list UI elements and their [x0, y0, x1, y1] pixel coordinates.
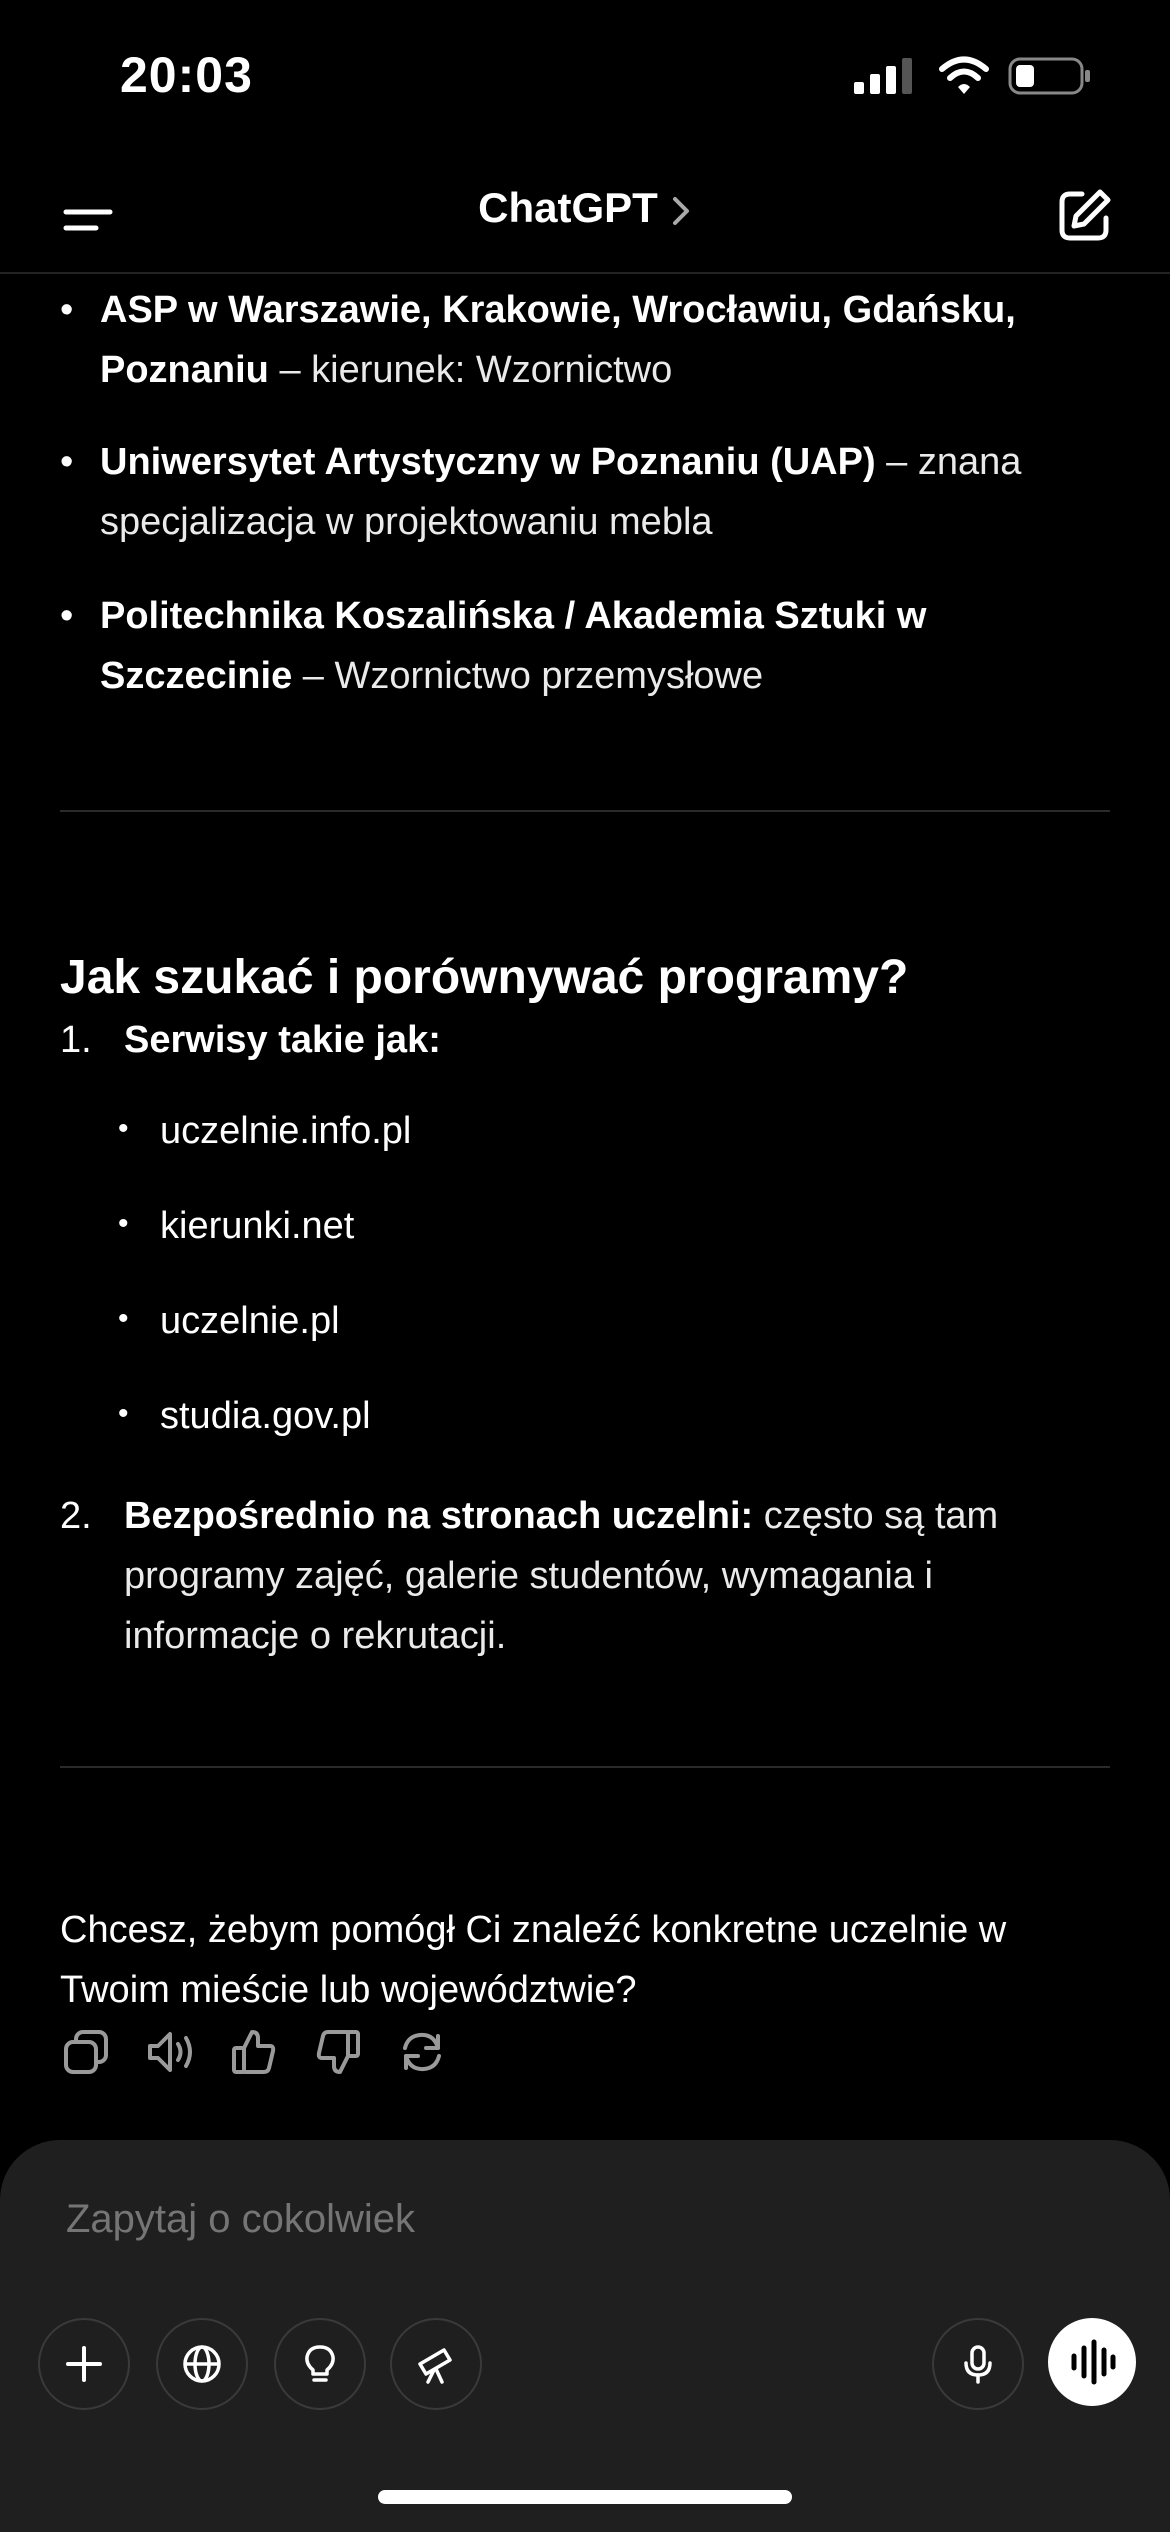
model-title-button[interactable] — [0, 184, 1170, 232]
thumbs-up-icon[interactable] — [228, 2026, 280, 2078]
list-item: • Uniwersytet Artystyczny w Poznaniu (UAP) – znana specjalizacja w projektowaniu mebla — [60, 432, 1110, 552]
site-item-uczelnie: • uczelnie.pl — [118, 1300, 340, 1343]
chevron-right-icon — [670, 194, 692, 228]
university-list — [60, 280, 1110, 400]
closing-question: Chcesz, żebym pomógł Ci znaleźć konkretne uczelnie w Twoim mieście lub województwie? — [60, 1909, 1007, 2011]
copy-icon[interactable] — [60, 2026, 112, 2078]
voice-mode-button[interactable] — [1048, 2318, 1136, 2406]
thumbs-down-icon[interactable] — [312, 2026, 364, 2078]
numbered-item: 2. Bezpośrednio na stronach uczelni: często są tam programy zajęć, galerie studentów, wymagania i informacje o rekrutacji. — [60, 1495, 999, 1657]
read-aloud-icon[interactable] — [144, 2026, 196, 2078]
plus-icon — [62, 2342, 106, 2386]
wifi-icon — [938, 56, 990, 96]
site-item-uczelnie-info: • uczelnie.info.pl — [118, 1110, 411, 1153]
voice-mode-icon — [1066, 2336, 1118, 2388]
add-button[interactable] — [38, 2318, 130, 2410]
site-item-kierunki: • kierunki.net — [118, 1205, 354, 1248]
numbered-item: 1. Serwisy takie jak: — [60, 1019, 441, 1061]
search-web-button[interactable] — [156, 2318, 248, 2410]
cellular-signal-icon — [852, 56, 916, 96]
status-time: 20:03 — [120, 47, 253, 103]
regenerate-icon[interactable] — [396, 2026, 448, 2078]
battery-icon — [1008, 56, 1092, 96]
status-bar — [0, 0, 1170, 160]
lightbulb-icon — [298, 2342, 342, 2386]
dictation-button[interactable] — [932, 2318, 1024, 2410]
telescope-icon — [414, 2342, 458, 2386]
microphone-icon — [956, 2342, 1000, 2386]
deep-research-button[interactable] — [390, 2318, 482, 2410]
list-item: • ASP w Warszawie, Krakowie, Wrocławiu, Gdańsku, Poznaniu – kierunek: Wzornictwo — [60, 280, 1110, 400]
list-item: • Politechnika Koszalińska / Akademia Sztuki w Szczecinie – Wzornictwo przemysłowe — [60, 586, 1110, 706]
globe-icon — [180, 2342, 224, 2386]
prompt-input[interactable] — [64, 2196, 1068, 2243]
nav-bar — [0, 160, 1170, 274]
divider — [60, 810, 1110, 812]
section-heading: Jak szukać i porównywać programy? — [60, 950, 909, 1004]
home-indicator — [378, 2490, 792, 2504]
compose-icon[interactable] — [1052, 184, 1116, 248]
divider — [60, 1766, 1110, 1768]
model-title: ChatGPT — [478, 184, 658, 231]
composer — [0, 2140, 1170, 2532]
site-item-studia-gov: • studia.gov.pl — [118, 1395, 371, 1438]
reason-button[interactable] — [274, 2318, 366, 2410]
